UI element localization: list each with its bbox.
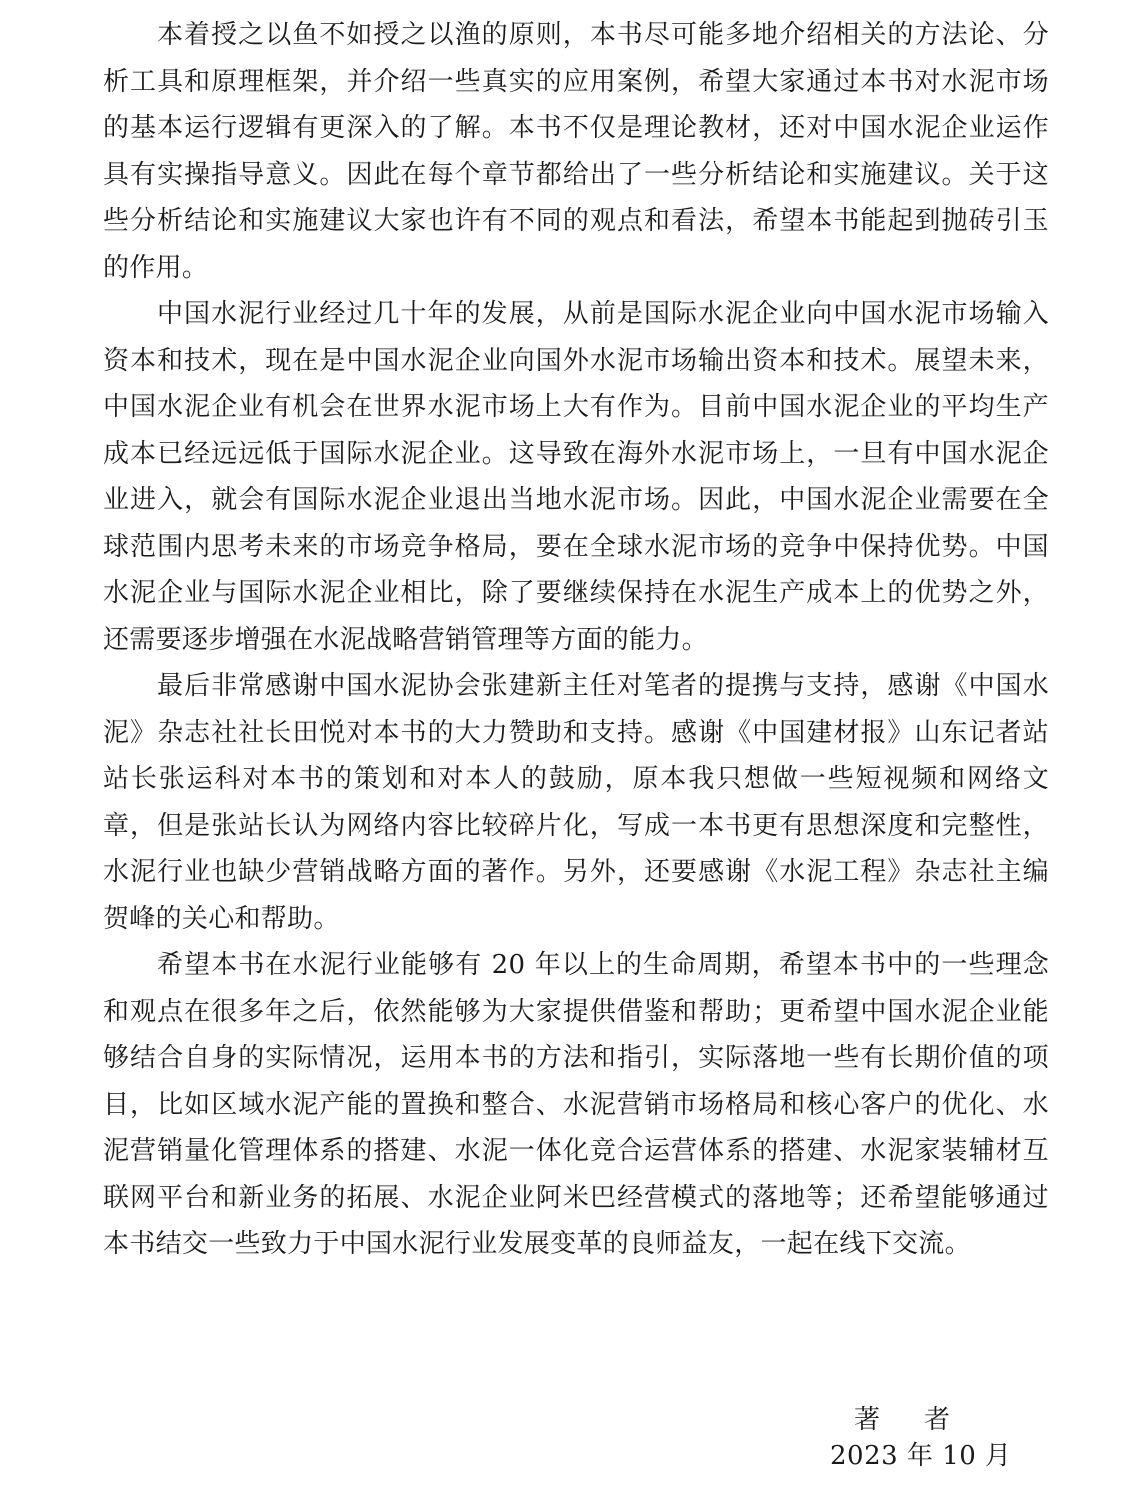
signature-block: [730, 1402, 1030, 1474]
paragraph: 本着授之以鱼不如授之以渔的原则，本书尽可能多地介绍相关的方法论、分析工具和原理框架，并介绍一些真实的应用案例，希望大家通过本书对水泥市场的基本运行逻辑有更深入的了解。本书不仅是理论教材，还对中国水泥企业运作具有实操指导意义。因此在每个章节都给出了一些分析结论和实施建议。关于这些分析结论和实施建议大家也许有不同的观点和看法，希望本书能起到抛砖引玉的作用。: [103, 20, 1049, 283]
paragraph: 最后非常感谢中国水泥协会张建新主任对笔者的提携与支持，感谢《中国水泥》杂志社社长田悦对本书的大力赞助和支持。感谢《中国建材报》山东记者站站长张运科对本书的策划和对本人的鼓励，原本我只想做一些短视频和网络文章，但是张站长认为网络内容比较碎片化，写成一本书更有思想深度和完整性，水泥行业也缺少营销战略方面的著作。另外，还要感谢《水泥工程》杂志社主编贺峰的关心和帮助。: [103, 671, 1049, 934]
document-body: [103, 12, 1049, 1268]
signature-author: 著者: [854, 1405, 995, 1435]
signature-date: 2023 年 10 月: [830, 1441, 1012, 1471]
paragraph: 中国水泥行业经过几十年的发展，从前是国际水泥企业向中国水泥市场输入资本和技术，现在是中国水泥企业向国外水泥市场输出资本和技术。展望未来，中国水泥企业有机会在世界水泥市场上大有作为。目前中国水泥企业的平均生产成本已经远远低于国际水泥企业。这导致在海外水泥市场上，一旦有中国水泥企业进入，就会有国际水泥企业退出当地水泥市场。因此，中国水泥企业需要在全球范围内思考未来的市场竞争格局，要在全球水泥市场的竞争中保持优势。中国水泥企业与国际水泥企业相比，除了要继续保持在水泥生产成本上的优势之外，还需要逐步增强在水泥战略营销管理等方面的能力。: [103, 299, 1049, 655]
paragraph: 希望本书在水泥行业能够有 20 年以上的生命周期，希望本书中的一些理念和观点在很多年之后，依然能够为大家提供借鉴和帮助；更希望中国水泥企业能够结合自身的实际情况，运用本书的方法和指引，实际落地一些有长期价值的项目，比如区域水泥产能的置换和整合、水泥营销市场格局和核心客户的优化、水泥营销量化管理体系的搭建、水泥一体化竞合运营体系的搭建、水泥家装辅材互联网平台和新业务的拓展、水泥企业阿米巴经营模式的落地等；还希望能够通过本书结交一些致力于中国水泥行业发展变革的良师益友，一起在线下交流。: [103, 950, 1049, 1259]
